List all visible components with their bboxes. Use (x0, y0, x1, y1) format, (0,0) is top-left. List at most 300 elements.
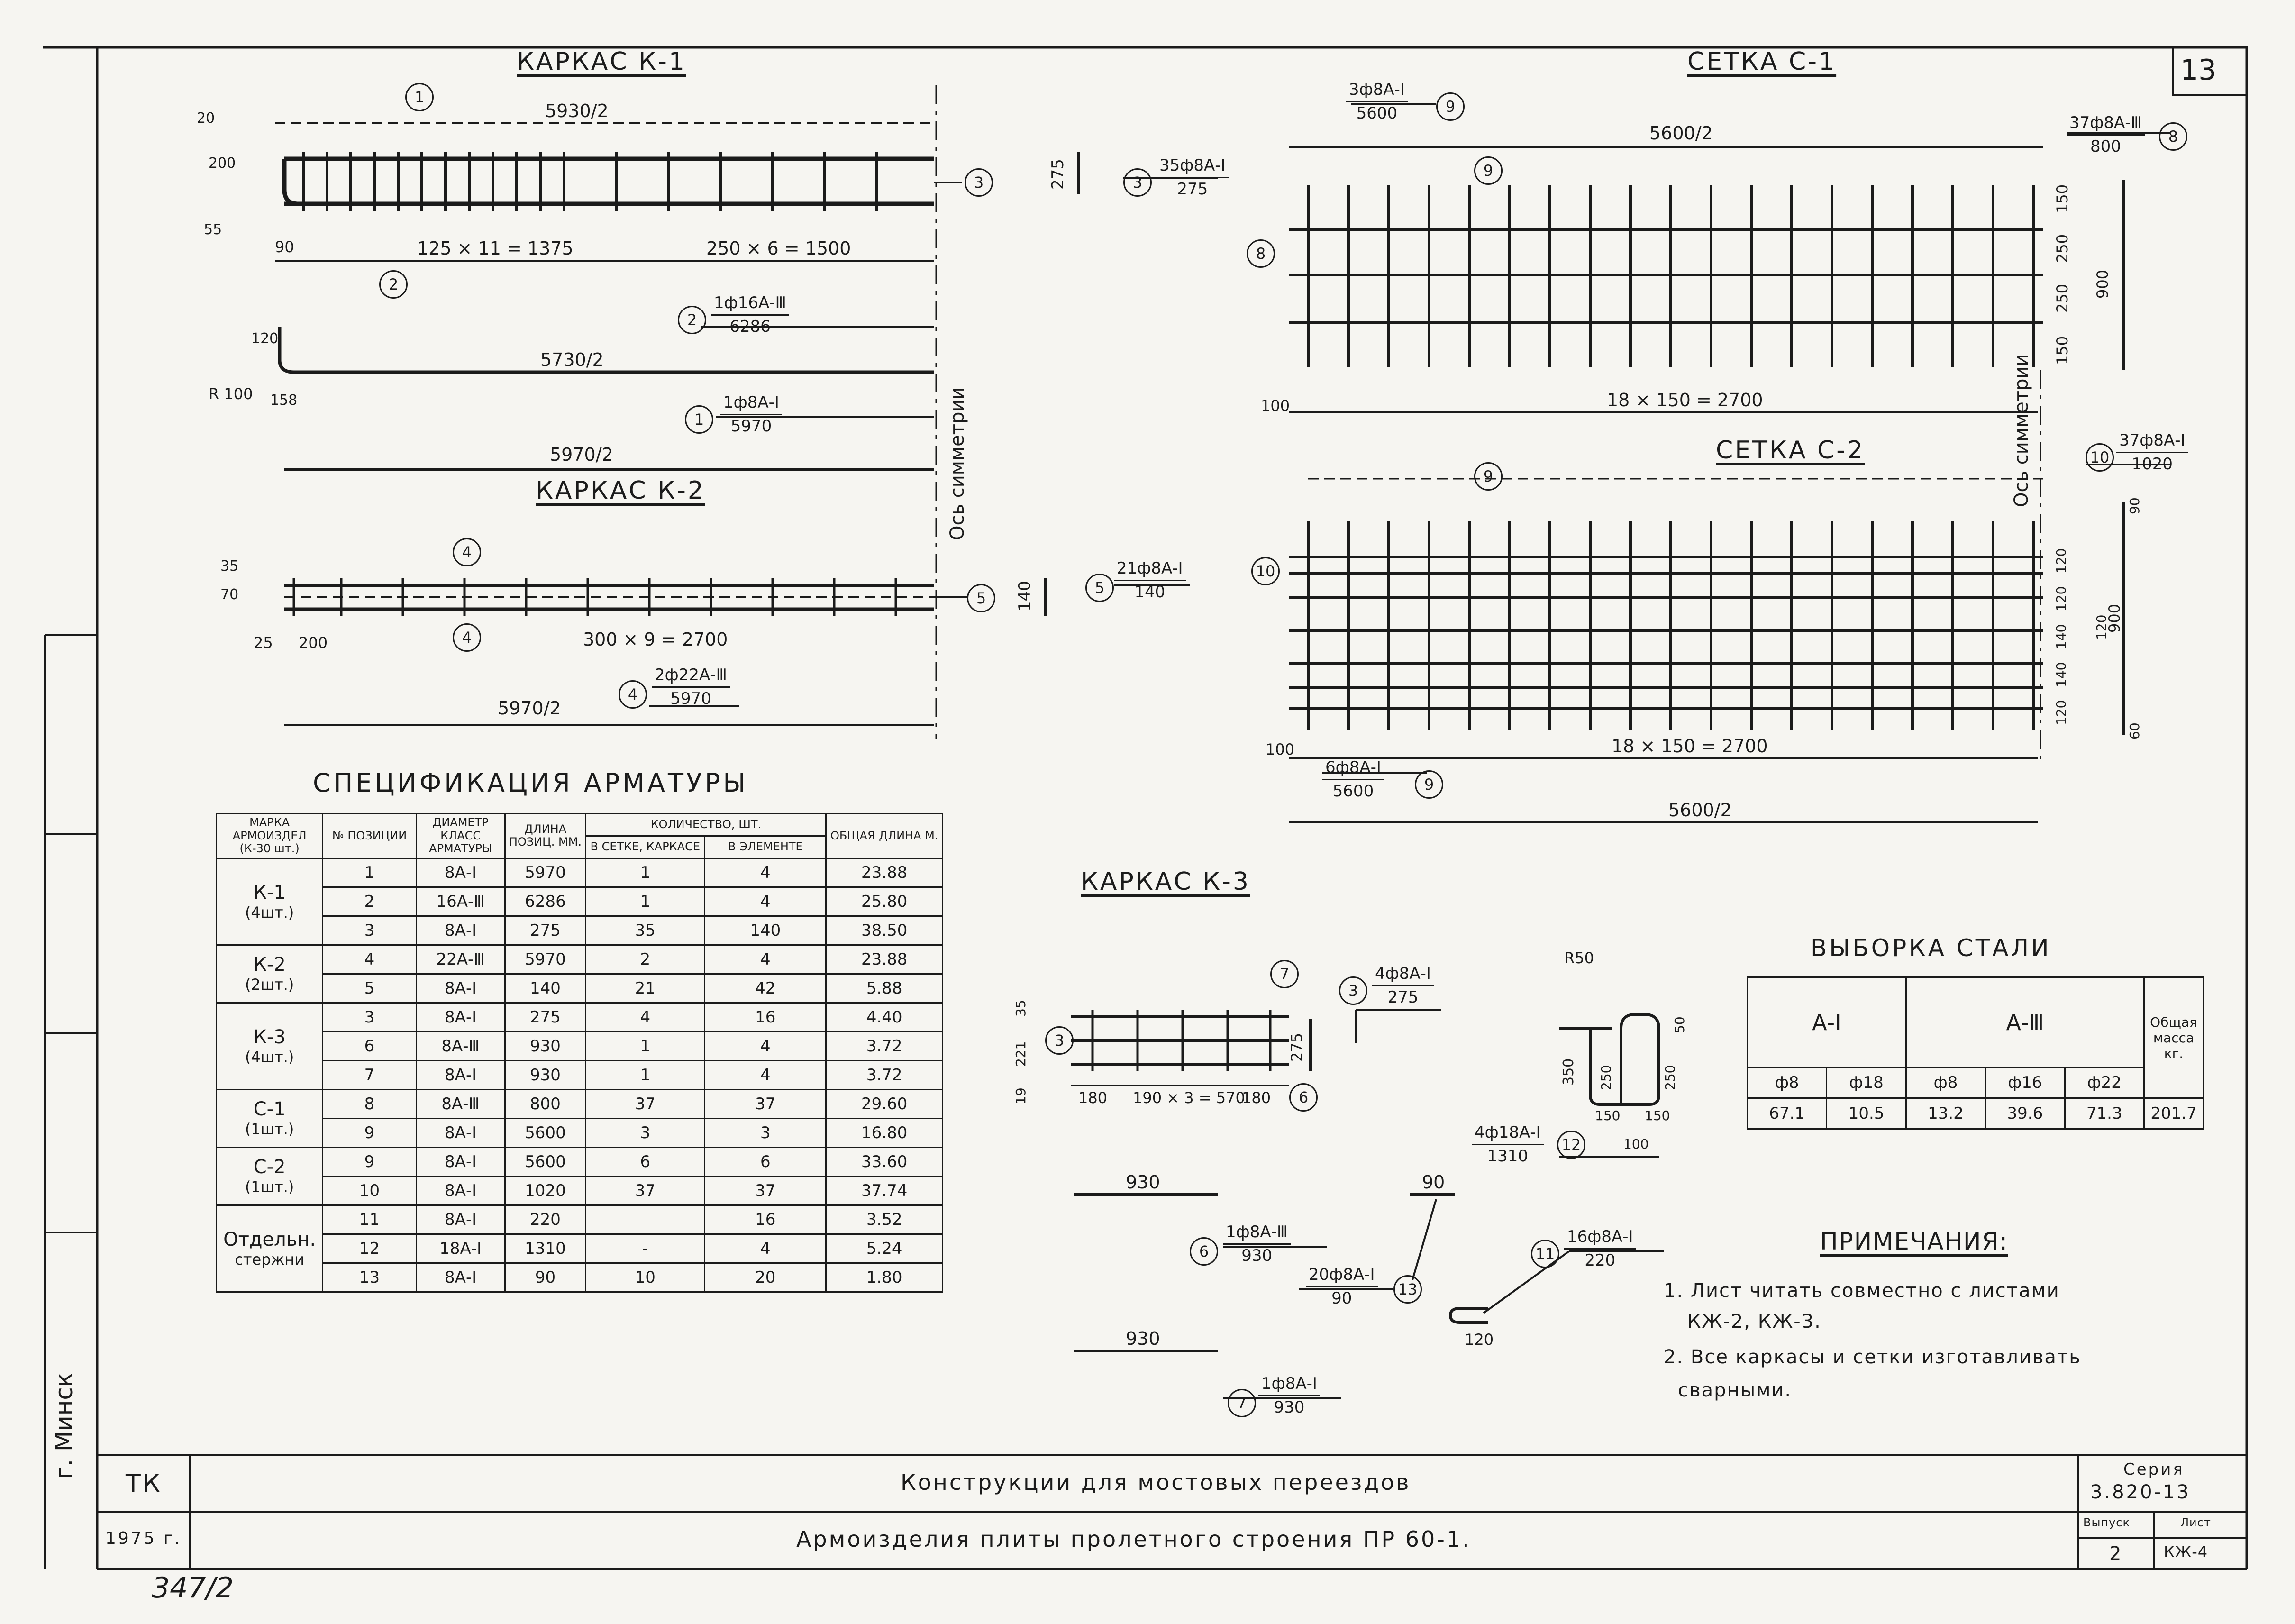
spec-cell-a: 21 (586, 974, 705, 1003)
spec-cell-b: 37 (705, 1089, 826, 1118)
spec-cell-len: 140 (505, 974, 586, 1003)
kk2-dim-spacing: 300 × 9 = 2700 (583, 629, 728, 650)
spec-cell-b: 4 (705, 945, 826, 974)
note-2a: 2. Все каркасы и сетки изготавливать (1664, 1346, 2081, 1368)
c2-tag10 (2116, 431, 2188, 474)
b13-len: 90 (1422, 1172, 1445, 1193)
spec-h-pos: № ПОЗИЦИИ (323, 814, 416, 858)
kk3-tag3-num: 4ф8А-I (1372, 965, 1434, 986)
steel-class-1: А-I (1748, 977, 1906, 1067)
spec-cell-total: 3.72 (826, 1060, 943, 1089)
spec-cell-b: 42 (705, 974, 826, 1003)
kk1-dim-200: 200 (209, 155, 236, 172)
spec-cell-a: 37 (586, 1176, 705, 1205)
b12-dim-50: 50 (1672, 1016, 1687, 1033)
kk1-tag1-num: 1ф8А-I (720, 393, 782, 415)
spec-cell-b: 37 (705, 1176, 826, 1205)
b6-len: 930 (1126, 1172, 1160, 1193)
kk3-title: КАРКАС К-3 (1081, 867, 1250, 896)
steel-d5: ф22 (2065, 1067, 2144, 1098)
tb-series-label: Серия (2123, 1460, 2185, 1479)
c2-dim-100: 100 (1266, 740, 1295, 758)
b11-tag-num: 16ф8А-I (1564, 1228, 1636, 1250)
b6-tag-num: 1ф8А-Ⅲ (1223, 1223, 1291, 1245)
b12-tag-num: 4ф18А-I (1472, 1123, 1544, 1145)
kk3-dim-221: 221 (1013, 1041, 1029, 1067)
steel-d1: ф8 (1748, 1067, 1827, 1098)
spec-cell-a: 6 (586, 1147, 705, 1176)
kk3-tag3-den: 275 (1387, 988, 1419, 1007)
b12-dim-250b: 250 (1662, 1065, 1678, 1090)
c1-tag8-circle: 8 (2159, 122, 2187, 151)
steel-title: ВЫБОРКА СТАЛИ (1811, 934, 2051, 962)
spec-mark: К-2 (253, 954, 286, 976)
spec-row (217, 858, 943, 887)
spec-cell-diam: 8А-I (416, 1060, 505, 1089)
spec-cell-a: 2 (586, 945, 705, 974)
steel-total-header: Общая масса кг. (2144, 977, 2204, 1098)
kk2-dim-70: 70 (220, 586, 239, 603)
spec-mark: С-1 (253, 1098, 286, 1121)
spec-cell-total: 4.40 (826, 1003, 943, 1031)
spec-cell-pos: 10 (323, 1176, 416, 1205)
b12-dim-100: 100 (1623, 1136, 1649, 1152)
kk2-tag5 (1114, 559, 1186, 602)
spec-mark-cell (217, 858, 323, 945)
spec-cell-a: 35 (586, 916, 705, 945)
spec-cell-pos: 3 (323, 916, 416, 945)
spec-cell-diam: 8А-I (416, 1176, 505, 1205)
note-2b: сварными. (1678, 1379, 1792, 1401)
spec-cell-total: 33.60 (826, 1147, 943, 1176)
steel-v3: 13.2 (1906, 1098, 1985, 1129)
b7-len: 930 (1126, 1328, 1160, 1349)
kk2-tag4-circle: 4 (619, 680, 647, 709)
spec-cell-total: 23.88 (826, 945, 943, 974)
spec-cell-total: 16.80 (826, 1118, 943, 1147)
b12-dim-150b: 150 (1645, 1108, 1670, 1123)
spec-cell-b: 4 (705, 1031, 826, 1060)
spec-cell-len: 275 (505, 916, 586, 945)
spec-h-mark: МАРКА АРМОИЗДЕЛ (К-30 шт.) (217, 814, 323, 858)
b11-tag-circle: 11 (1531, 1240, 1559, 1268)
spec-cell-pos: 4 (323, 945, 416, 974)
spec-cell-pos: 5 (323, 974, 416, 1003)
b12-tag-circle: 12 (1557, 1131, 1585, 1159)
spec-cell-total: 1.80 (826, 1263, 943, 1292)
steel-v5: 71.3 (2065, 1098, 2144, 1129)
c1-dim-100: 100 (1261, 397, 1290, 415)
kk2-dim-25: 25 (254, 634, 273, 652)
kk2-tag4-den: 5970 (670, 689, 711, 709)
c1-tag9-num: 3ф8А-I (1346, 81, 1408, 102)
spec-mark-count: стержни (235, 1250, 305, 1268)
tb-line-1: Конструкции для мостовых переездов (901, 1469, 1411, 1495)
c1-dim-250a: 250 (2053, 234, 2071, 263)
kk1-dim-275: 275 (1048, 159, 1067, 190)
symmetry-axis-label-2: Ось симметрии (2011, 354, 2032, 507)
spec-cell-diam: 22А-Ⅲ (416, 945, 505, 974)
kk1-tag2 (711, 294, 789, 336)
c2-dim-900: 900 (2105, 603, 2123, 633)
tb-series-value: 3.820-13 (2090, 1481, 2191, 1503)
spec-cell-pos: 9 (323, 1147, 416, 1176)
spec-mark-cell (217, 1089, 323, 1147)
spec-cell-b: 4 (705, 858, 826, 887)
spec-mark-count: (4шт.) (245, 1048, 294, 1066)
spec-mark-cell (217, 1147, 323, 1205)
b7-tag-circle: 7 (1228, 1389, 1256, 1417)
spec-cell-len: 930 (505, 1031, 586, 1060)
kk1-dim-spacing-1: 125 × 11 = 1375 (417, 238, 574, 259)
c2-tag10-circle: 10 (2086, 443, 2114, 472)
c2-dim-140a: 140 (2053, 624, 2069, 649)
spec-cell-total: 37.74 (826, 1176, 943, 1205)
kk3-pos-6: 6 (1289, 1083, 1318, 1112)
kk3-dim-35: 35 (1013, 1000, 1029, 1017)
c1-dim-150b: 150 (2053, 336, 2071, 365)
spec-mark-count: (2шт.) (245, 976, 294, 994)
spec-row (217, 1118, 943, 1147)
spec-cell-a: 1 (586, 887, 705, 916)
spec-h-qty: КОЛИЧЕСТВО, ШТ. (586, 814, 826, 836)
spec-h-diam: ДИАМЕТР КЛАСС АРМАТУРЫ (416, 814, 505, 858)
steel-v2: 10.5 (1827, 1098, 1906, 1129)
spec-mark-cell (217, 1205, 323, 1292)
kk3-pos-3: 3 (1045, 1026, 1074, 1055)
spec-row (217, 1147, 943, 1176)
b7-tag (1258, 1375, 1320, 1417)
kk2-pos-4: 4 (453, 538, 481, 566)
note-1a: 1. Лист читать совместно с листами (1664, 1280, 2060, 1302)
b12-dim-150a: 150 (1595, 1108, 1621, 1123)
notes-title: ПРИМЕЧАНИЯ: (1820, 1228, 2008, 1255)
c2-tag9-circle: 9 (1415, 770, 1443, 799)
kk3-dim-spacing: 190 × 3 = 570 (1133, 1089, 1245, 1107)
b6-tag-circle: 6 (1190, 1237, 1218, 1266)
tb-sheet-label: Лист (2180, 1516, 2211, 1529)
steel-d2: ф18 (1827, 1067, 1906, 1098)
b11-tag-den: 220 (1585, 1251, 1616, 1270)
c2-dim-spacing: 18 × 150 = 2700 (1612, 736, 1768, 757)
kk3-dim-180b: 180 (1242, 1089, 1271, 1107)
spec-cell-pos: 6 (323, 1031, 416, 1060)
spec-row (217, 974, 943, 1003)
c1-title: СЕТКА С-1 (1687, 47, 1837, 76)
spec-mark-cell (217, 945, 323, 1003)
spec-cell-pos: 8 (323, 1089, 416, 1118)
kk3-tag3-circle: 3 (1339, 976, 1367, 1005)
c2-dim-120d: 120 (2094, 614, 2109, 640)
spec-cell-b: 4 (705, 1234, 826, 1263)
spec-mark: С-2 (253, 1156, 286, 1178)
c1-pos-8: 8 (1247, 239, 1275, 268)
spec-cell-diam: 16А-Ⅲ (416, 887, 505, 916)
c2-tag10-num: 37ф8А-I (2116, 431, 2188, 453)
kk2-dim-35: 35 (220, 558, 239, 575)
spec-cell-b: 4 (705, 1060, 826, 1089)
spec-row (217, 1031, 943, 1060)
spec-cell-len: 6286 (505, 887, 586, 916)
spec-cell-a: - (586, 1234, 705, 1263)
spec-cell-pos: 2 (323, 887, 416, 916)
kk3-pos-7: 7 (1270, 960, 1299, 988)
kk1-title: КАРКАС К-1 (517, 47, 686, 76)
spec-cell-a: 10 (586, 1263, 705, 1292)
steel-v4: 39.6 (1985, 1098, 2065, 1129)
c1-tag9 (1346, 81, 1408, 123)
kk1-dim-spacing-2: 250 × 6 = 1500 (706, 238, 851, 259)
spec-cell-pos: 12 (323, 1234, 416, 1263)
kk1-tag3-den: 275 (1177, 180, 1208, 199)
spec-cell-diam: 8А-I (416, 916, 505, 945)
kk3-tag3 (1372, 965, 1434, 1007)
spec-cell-total: 5.88 (826, 974, 943, 1003)
spec-cell-len: 275 (505, 1003, 586, 1031)
spec-h-total: ОБЩАЯ ДЛИНА М. (826, 814, 943, 858)
spec-mark: К-3 (253, 1026, 286, 1048)
spec-cell-len: 5970 (505, 858, 586, 887)
tb-year: 1975 г. (105, 1529, 182, 1548)
spec-cell-len: 1020 (505, 1176, 586, 1205)
c2-dim-90: 90 (2127, 497, 2142, 514)
b7-tag-den: 930 (1274, 1398, 1305, 1417)
spec-cell-len: 90 (505, 1263, 586, 1292)
spec-body (217, 858, 943, 1292)
kk1-tag1 (720, 393, 782, 436)
spec-cell-b: 16 (705, 1205, 826, 1234)
kk2-tag4 (652, 666, 730, 708)
spec-row (217, 1060, 943, 1089)
spec-cell-len: 5970 (505, 945, 586, 974)
kk1-tag2-den: 6286 (729, 317, 771, 337)
spec-cell-diam: 8А-Ⅲ (416, 1089, 505, 1118)
c2-dim-140b: 140 (2053, 662, 2069, 687)
spec-cell-b: 140 (705, 916, 826, 945)
c2-tag10-den: 1020 (2131, 455, 2173, 474)
b12-tag-den: 1310 (1487, 1147, 1529, 1166)
handwritten-note: 347/2 (152, 1571, 234, 1605)
b12-radius: R50 (1564, 949, 1594, 967)
kk2-pos-5: 5 (967, 584, 995, 612)
kk2-dim-140: 140 (1015, 581, 1034, 611)
tb-sheet-value: КЖ-4 (2164, 1543, 2208, 1561)
kk1-tag1-circle: 1 (685, 405, 713, 434)
steel-d4: ф16 (1985, 1067, 2065, 1098)
spec-mark-count: (4шт.) (245, 903, 294, 921)
kk1-pos-1: 1 (405, 83, 434, 111)
b13-tag-den: 90 (1331, 1289, 1352, 1308)
kk1-pos-3: 3 (965, 168, 993, 197)
spec-h-qty-b: В ЭЛЕМЕНТЕ (705, 836, 826, 858)
kk2-bar: 5970/2 (498, 698, 561, 719)
kk3-dim-180a: 180 (1078, 1089, 1108, 1107)
kk2-tag4-num: 2ф22А-Ⅲ (652, 666, 730, 688)
spec-cell-diam: 8А-I (416, 1147, 505, 1176)
c2-dim-120a: 120 (2053, 548, 2069, 574)
c1-tag8 (2067, 114, 2145, 156)
spec-cell-len: 930 (505, 1060, 586, 1089)
spec-cell-b: 4 (705, 887, 826, 916)
c1-pos-9: 9 (1474, 156, 1503, 185)
spec-cell-diam: 8А-I (416, 1205, 505, 1234)
kk1-dim-158: 158 (270, 392, 298, 409)
c2-dim-total: 5600/2 (1668, 800, 1732, 821)
spec-cell-diam: 8А-I (416, 974, 505, 1003)
spec-cell-diam: 18А-I (416, 1234, 505, 1263)
tb-issue-value: 2 (2109, 1543, 2123, 1565)
spec-cell-total: 29.60 (826, 1089, 943, 1118)
spec-title: СПЕЦИФИКАЦИЯ АРМАТУРЫ (313, 768, 749, 798)
note-1b: КЖ-2, КЖ-3. (1687, 1311, 1821, 1332)
spec-cell-a: 1 (586, 1031, 705, 1060)
kk2-tag5-num: 21ф8А-I (1114, 559, 1186, 581)
b12-tag (1472, 1123, 1544, 1166)
spec-cell-pos: 11 (323, 1205, 416, 1234)
c2-dim-120c: 120 (2053, 700, 2069, 725)
spec-cell-a: 37 (586, 1089, 705, 1118)
spec-cell-b: 3 (705, 1118, 826, 1147)
spec-cell-a (586, 1205, 705, 1234)
c1-tag9-circle: 9 (1436, 92, 1465, 121)
kk2-title: КАРКАС К-2 (536, 476, 705, 505)
spec-cell-total: 23.88 (826, 858, 943, 887)
spec-mark-count: (1шт.) (245, 1120, 294, 1139)
b6-tag-den: 930 (1241, 1246, 1273, 1266)
b12-dim-350: 350 (1560, 1058, 1577, 1086)
steel-vt: 201.7 (2144, 1098, 2204, 1129)
kk1-tag1-den: 5970 (730, 417, 772, 436)
c2-tag9-den: 5600 (1332, 782, 1374, 801)
kk2-dim-200: 200 (299, 634, 328, 652)
spec-row (217, 945, 943, 974)
spec-row (217, 1205, 943, 1234)
spec-mark: К-1 (253, 881, 286, 903)
tb-tk: ТК (126, 1469, 162, 1498)
spec-cell-b: 6 (705, 1147, 826, 1176)
kk1-pos-2: 2 (379, 270, 408, 299)
c1-dim-250b: 250 (2053, 283, 2071, 313)
spec-table (216, 813, 943, 1293)
spec-mark-count: (1шт.) (245, 1178, 294, 1196)
spec-cell-pos: 7 (323, 1060, 416, 1089)
sheet-corner-number: 13 (2180, 54, 2217, 87)
b11-tag (1564, 1228, 1636, 1270)
spec-mark-cell (217, 1003, 323, 1089)
spec-row (217, 887, 943, 916)
spec-cell-total: 5.24 (826, 1234, 943, 1263)
c2-dim-60: 60 (2127, 722, 2142, 739)
spec-cell-len: 800 (505, 1089, 586, 1118)
spec-cell-diam: 8А-I (416, 858, 505, 887)
tb-issue-label: Выпуск (2083, 1516, 2130, 1529)
b13-tag-circle: 13 (1393, 1275, 1422, 1304)
kk1-tag3 (1157, 156, 1229, 199)
c1-tag8-den: 800 (2090, 137, 2121, 156)
kk1-dim-90: 90 (275, 238, 294, 256)
steel-d3: ф8 (1906, 1067, 1985, 1098)
kk2-tag5-circle: 5 (1085, 574, 1114, 602)
spec-cell-b: 20 (705, 1263, 826, 1292)
spec-cell-diam: 8А-I (416, 1263, 505, 1292)
spec-cell-diam: 8А-I (416, 1003, 505, 1031)
kk1-r100: R 100 (209, 385, 253, 403)
spec-h-qty-a: В СЕТКЕ, КАРКАСЕ (586, 836, 705, 858)
c1-dim-900: 900 (2094, 269, 2112, 299)
spec-row (217, 1089, 943, 1118)
spec-cell-total: 3.72 (826, 1031, 943, 1060)
spec-cell-diam: 8А-Ⅲ (416, 1031, 505, 1060)
spec-cell-len: 220 (505, 1205, 586, 1234)
spec-cell-total: 25.80 (826, 887, 943, 916)
spec-cell-total: 3.52 (826, 1205, 943, 1234)
spec-cell-b: 16 (705, 1003, 826, 1031)
spec-cell-len: 5600 (505, 1118, 586, 1147)
spec-cell-a: 1 (586, 1060, 705, 1089)
symmetry-axis-label-1: Ось симметрии (947, 387, 968, 540)
spec-cell-len: 1310 (505, 1234, 586, 1263)
spec-cell-a: 4 (586, 1003, 705, 1031)
spec-cell-a: 1 (586, 858, 705, 887)
spec-cell-pos: 9 (323, 1118, 416, 1147)
c2-pos-10: 10 (1251, 557, 1280, 585)
kk1-bar-top: 5730/2 (540, 349, 604, 370)
steel-table (1747, 976, 2204, 1130)
spec-mark: Отдельн. (223, 1228, 316, 1250)
c2-title: СЕТКА С-2 (1716, 436, 1865, 465)
c1-tag9-den: 5600 (1356, 104, 1398, 123)
spec-cell-pos: 3 (323, 1003, 416, 1031)
c1-dim-total: 5600/2 (1649, 123, 1713, 144)
kk2-pos-4b: 4 (453, 623, 481, 652)
kk1-dim-55: 55 (204, 221, 222, 238)
kk3-dim-19: 19 (1013, 1087, 1029, 1104)
spec-row (217, 916, 943, 945)
spec-h-len: ДЛИНА ПОЗИЦ. ММ. (505, 814, 586, 858)
b6-tag (1223, 1223, 1291, 1265)
spec-cell-a: 3 (586, 1118, 705, 1147)
c2-pos-9: 9 (1474, 462, 1503, 491)
c2-tag9 (1322, 758, 1384, 801)
spec-cell-pos: 13 (323, 1263, 416, 1292)
spec-cell-pos: 1 (323, 858, 416, 887)
c2-tag9-num: 6ф8А-I (1322, 758, 1384, 780)
kk2-tag5-den: 140 (1134, 583, 1166, 602)
steel-class-2: А-Ⅲ (1906, 977, 2144, 1067)
spec-row (217, 1263, 943, 1292)
spec-cell-diam: 8А-I (416, 1118, 505, 1147)
kk1-dim-total: 5930/2 (545, 100, 609, 121)
side-stamp: г. Минск (50, 1372, 78, 1479)
kk1-tag2-circle: 2 (678, 306, 706, 334)
b11-len: 120 (1465, 1331, 1494, 1349)
kk1-dim-20: 20 (197, 110, 215, 127)
spec-row (217, 1176, 943, 1205)
b13-tag (1306, 1266, 1378, 1308)
spec-cell-total: 38.50 (826, 916, 943, 945)
c1-dim-spacing: 18 × 150 = 2700 (1607, 390, 1763, 411)
b13-tag-num: 20ф8А-I (1306, 1266, 1378, 1287)
kk1-dim-120: 120 (251, 330, 279, 347)
kk1-tag2-num: 1ф16А-Ⅲ (711, 294, 789, 316)
kk1-tag3-circle: 3 (1123, 168, 1152, 197)
spec-row (217, 1003, 943, 1031)
c1-tag8-num: 37ф8А-Ⅲ (2067, 114, 2145, 136)
tb-line-2: Армоизделия плиты пролетного строения ПР 60-1. (796, 1526, 1471, 1552)
b12-dim-250a: 250 (1598, 1065, 1614, 1090)
c2-dim-120b: 120 (2053, 586, 2069, 611)
steel-v1: 67.1 (1748, 1098, 1827, 1129)
